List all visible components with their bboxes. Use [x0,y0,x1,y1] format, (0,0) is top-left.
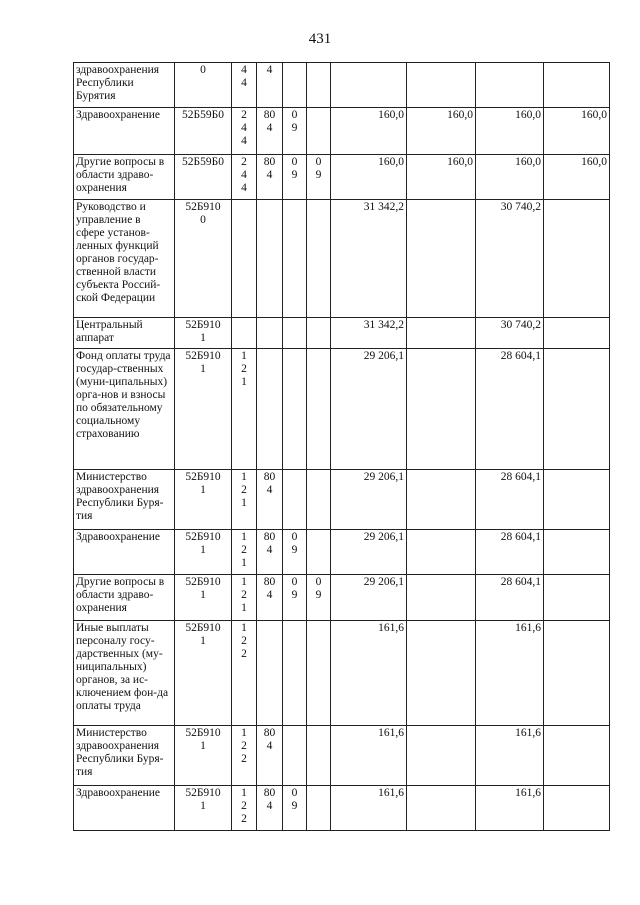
expense-type-code [232,200,257,318]
ministry-code: 80 4 [257,155,283,200]
section-code: 0 9 [283,108,307,155]
table-row [74,786,610,831]
amount-1 [331,63,407,108]
ministry-code [257,621,283,726]
ministry-code: 80 4 [257,470,283,530]
expense-type-code: 1 2 1 [232,470,257,530]
item-name: Фонд оплаты труда государ-ственных (муни-ципальных) орга-нов и взносы по обязательному социальному страхованию [74,349,175,470]
amount-4 [544,349,610,470]
target-code: 52Б910 1 [175,621,232,726]
amount-3: 161,6 [476,786,544,831]
amount-2 [407,726,476,786]
amount-2 [407,786,476,831]
subsection-code [307,200,331,318]
subsection-code [307,621,331,726]
target-code: 52Б910 1 [175,575,232,621]
target-code: 52Б910 0 [175,200,232,318]
target-code: 52Б910 1 [175,349,232,470]
amount-1: 31 342,2 [331,200,407,318]
subsection-code [307,318,331,349]
section-code: 0 9 [283,786,307,831]
expense-type-code: 1 2 2 [232,621,257,726]
table-row [74,63,610,108]
amount-1: 160,0 [331,155,407,200]
amount-4 [544,621,610,726]
amount-4 [544,530,610,575]
expense-type-code: 1 2 2 [232,786,257,831]
item-name: Иные выплаты персоналу госу-дарственных (му-ниципальных) органов, за ис-ключением фон-да оплаты труда [74,621,175,726]
item-name: Здравоохранение [74,108,175,155]
table-row [74,621,610,726]
expense-type-code: 1 2 1 [232,349,257,470]
amount-1: 161,6 [331,621,407,726]
amount-4 [544,470,610,530]
expense-type-code: 1 2 1 [232,530,257,575]
item-name: Здравоохранение [74,530,175,575]
amount-4 [544,786,610,831]
subsection-code [307,108,331,155]
section-code [283,470,307,530]
amount-3: 161,6 [476,621,544,726]
amount-3: 30 740,2 [476,318,544,349]
amount-2: 160,0 [407,108,476,155]
amount-4 [544,726,610,786]
section-code [283,349,307,470]
expense-type-code [232,318,257,349]
ministry-code: 80 4 [257,108,283,155]
amount-3: 28 604,1 [476,575,544,621]
amount-2 [407,349,476,470]
target-code: 52Б59Б0 [175,155,232,200]
item-name: Другие вопросы в области здраво-охранения [74,575,175,621]
amount-1: 29 206,1 [331,349,407,470]
ministry-code: 80 4 [257,726,283,786]
expense-type-code: 4 4 [232,63,257,108]
table-row [74,470,610,530]
amount-1: 160,0 [331,108,407,155]
ministry-code: 80 4 [257,530,283,575]
item-name: Здравоохранение [74,786,175,831]
amount-2 [407,63,476,108]
table-row [74,726,610,786]
amount-2: 160,0 [407,155,476,200]
amount-2 [407,318,476,349]
expense-type-code: 2 4 4 [232,108,257,155]
amount-3: 28 604,1 [476,349,544,470]
subsection-code [307,530,331,575]
item-name: Центральный аппарат [74,318,175,349]
subsection-code [307,63,331,108]
expense-type-code: 2 4 4 [232,155,257,200]
amount-4: 160,0 [544,108,610,155]
amount-2 [407,470,476,530]
table-row [74,575,610,621]
table-row [74,318,610,349]
amount-4: 160,0 [544,155,610,200]
amount-2 [407,530,476,575]
amount-1: 29 206,1 [331,530,407,575]
section-code: 0 9 [283,155,307,200]
target-code: 0 [175,63,232,108]
item-name: Другие вопросы в области здраво-охранения [74,155,175,200]
expense-type-code: 1 2 2 [232,726,257,786]
page-number: 431 [308,31,332,47]
amount-1: 29 206,1 [331,470,407,530]
amount-2 [407,621,476,726]
ministry-code [257,200,283,318]
section-code [283,318,307,349]
section-code [283,200,307,318]
amount-3: 28 604,1 [476,530,544,575]
table-row [74,155,610,200]
amount-3: 28 604,1 [476,470,544,530]
target-code: 52Б910 1 [175,470,232,530]
amount-1: 161,6 [331,786,407,831]
amount-3: 30 740,2 [476,200,544,318]
section-code [283,63,307,108]
section-code: 0 9 [283,530,307,575]
amount-1: 31 342,2 [331,318,407,349]
ministry-code [257,349,283,470]
amount-3 [476,63,544,108]
subsection-code [307,786,331,831]
amount-3: 160,0 [476,155,544,200]
amount-2 [407,575,476,621]
amount-4 [544,575,610,621]
amount-2 [407,200,476,318]
amount-1: 161,6 [331,726,407,786]
item-name: Министерство здравоохранения Республики Буря-тия [74,470,175,530]
subsection-code: 0 9 [307,155,331,200]
amount-3: 160,0 [476,108,544,155]
item-name: здравоохранения Республики Бурятия [74,63,175,108]
subsection-code [307,470,331,530]
target-code: 52Б59Б0 [175,108,232,155]
target-code: 52Б910 1 [175,318,232,349]
table-row [74,349,610,470]
table-row [74,530,610,575]
amount-4 [544,200,610,318]
expense-type-code: 1 2 1 [232,575,257,621]
subsection-code [307,726,331,786]
ministry-code [257,318,283,349]
target-code: 52Б910 1 [175,530,232,575]
amount-4 [544,318,610,349]
section-code [283,621,307,726]
target-code: 52Б910 1 [175,726,232,786]
table-row [74,200,610,318]
budget-table [73,62,610,831]
subsection-code: 0 9 [307,575,331,621]
table-row [74,108,610,155]
target-code: 52Б910 1 [175,786,232,831]
ministry-code: 80 4 [257,786,283,831]
ministry-code: 4 [257,63,283,108]
amount-3: 161,6 [476,726,544,786]
amount-4 [544,63,610,108]
subsection-code [307,349,331,470]
section-code [283,726,307,786]
section-code: 0 9 [283,575,307,621]
ministry-code: 80 4 [257,575,283,621]
item-name: Министерство здравоохранения Республики Буря-тия [74,726,175,786]
item-name: Руководство и управление в сфере установ-ленных функций органов государ-ственной власти субъекта Россий-ской Федерации [74,200,175,318]
amount-1: 29 206,1 [331,575,407,621]
